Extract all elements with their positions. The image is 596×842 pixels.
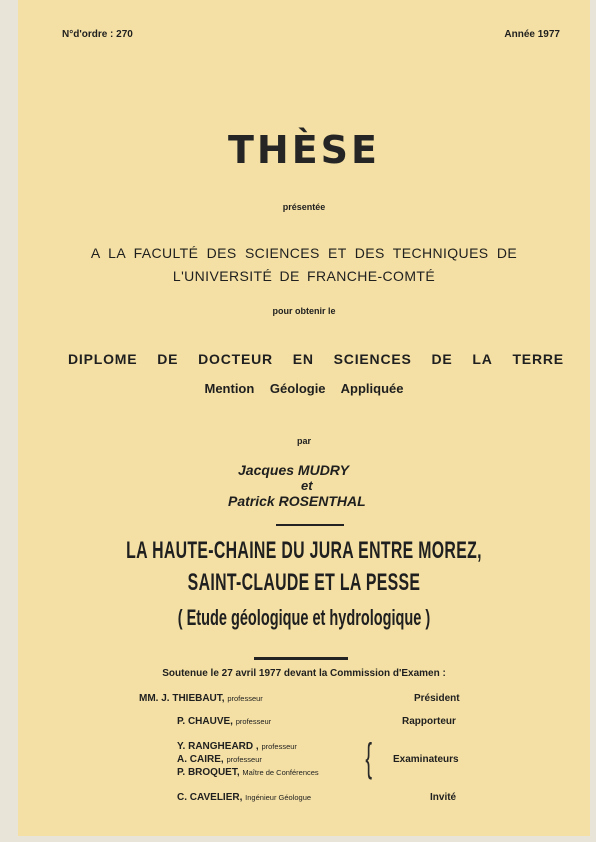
jury-title: professeur (261, 742, 297, 751)
jury-member (177, 741, 297, 752)
jury-name: A. CAIRE, (177, 754, 224, 765)
diploma-mention: Mention Géologie Appliquée (204, 381, 404, 396)
faculty-line-1: A LA FACULTÉ DES SCIENCES ET DES TECHNIQUES DE (90, 245, 518, 261)
brace-glyph: { (365, 736, 373, 780)
pour-obtenir-label: pour obtenir le (272, 306, 336, 316)
jury-role: Examinateurs (393, 754, 459, 765)
jury-role: Rapporteur (402, 716, 456, 727)
diploma-word: DE (157, 351, 179, 367)
diploma-word: TERRE (512, 351, 564, 367)
page-title: THÈSE (227, 128, 380, 172)
thesis-cover-page (18, 0, 590, 836)
faculty-line-2: L'UNIVERSITÉ DE FRANCHE-COMTÉ (172, 268, 436, 284)
diploma-word: EN (292, 351, 314, 367)
author-conjunction: et (301, 478, 313, 493)
subject-title-line-1: LA HAUTE-CHAINE DU JURA ENTRE MOREZ, (126, 537, 482, 564)
jury-member (139, 693, 263, 704)
diploma-word: DIPLOME (68, 351, 138, 367)
author-second: Patrick ROSENTHAL (228, 493, 366, 509)
diploma-word: SCIENCES (333, 351, 412, 367)
jury-role: Président (414, 693, 460, 704)
jury-name: Y. RANGHEARD , (177, 741, 259, 752)
presentee-label: présentée (282, 202, 326, 212)
year: Année 1977 (504, 29, 560, 40)
jury-member (177, 754, 262, 765)
jury-title: Maître de Conférences (242, 768, 319, 777)
jury-role: Invité (430, 792, 457, 803)
jury-member (177, 716, 271, 727)
jury-member (177, 767, 319, 778)
jury-title: professeur (235, 717, 272, 726)
divider-rule (254, 657, 348, 660)
jury-name: C. CAVELIER, (177, 792, 243, 803)
diploma-word: DOCTEUR (198, 351, 273, 367)
divider-rule (276, 524, 344, 526)
subject-subtitle: ( Etude géologique et hydrologique ) (177, 605, 431, 630)
order-number: N°d'ordre : 270 (62, 29, 133, 40)
diploma-word: LA (472, 351, 493, 367)
diploma-title (68, 351, 564, 367)
par-label: par (296, 436, 311, 446)
jury-name: P. BROQUET, (177, 767, 240, 778)
jury-title: Ingénieur Géologue (245, 793, 312, 802)
jury-title: professeur (227, 694, 263, 703)
jury-member (177, 792, 311, 803)
defense-statement: Soutenue le 27 avril 1977 devant la Commission d'Examen : (162, 668, 446, 679)
author-first: Jacques MUDRY (238, 462, 350, 478)
jury-name: P. CHAUVE, (177, 716, 233, 727)
subject-title-line-2: SAINT-CLAUDE ET LA PESSE (187, 569, 421, 596)
diploma-word: DE (431, 351, 453, 367)
jury-name: MM. J. THIEBAUT, (139, 693, 225, 704)
jury-title: professeur (226, 755, 262, 764)
